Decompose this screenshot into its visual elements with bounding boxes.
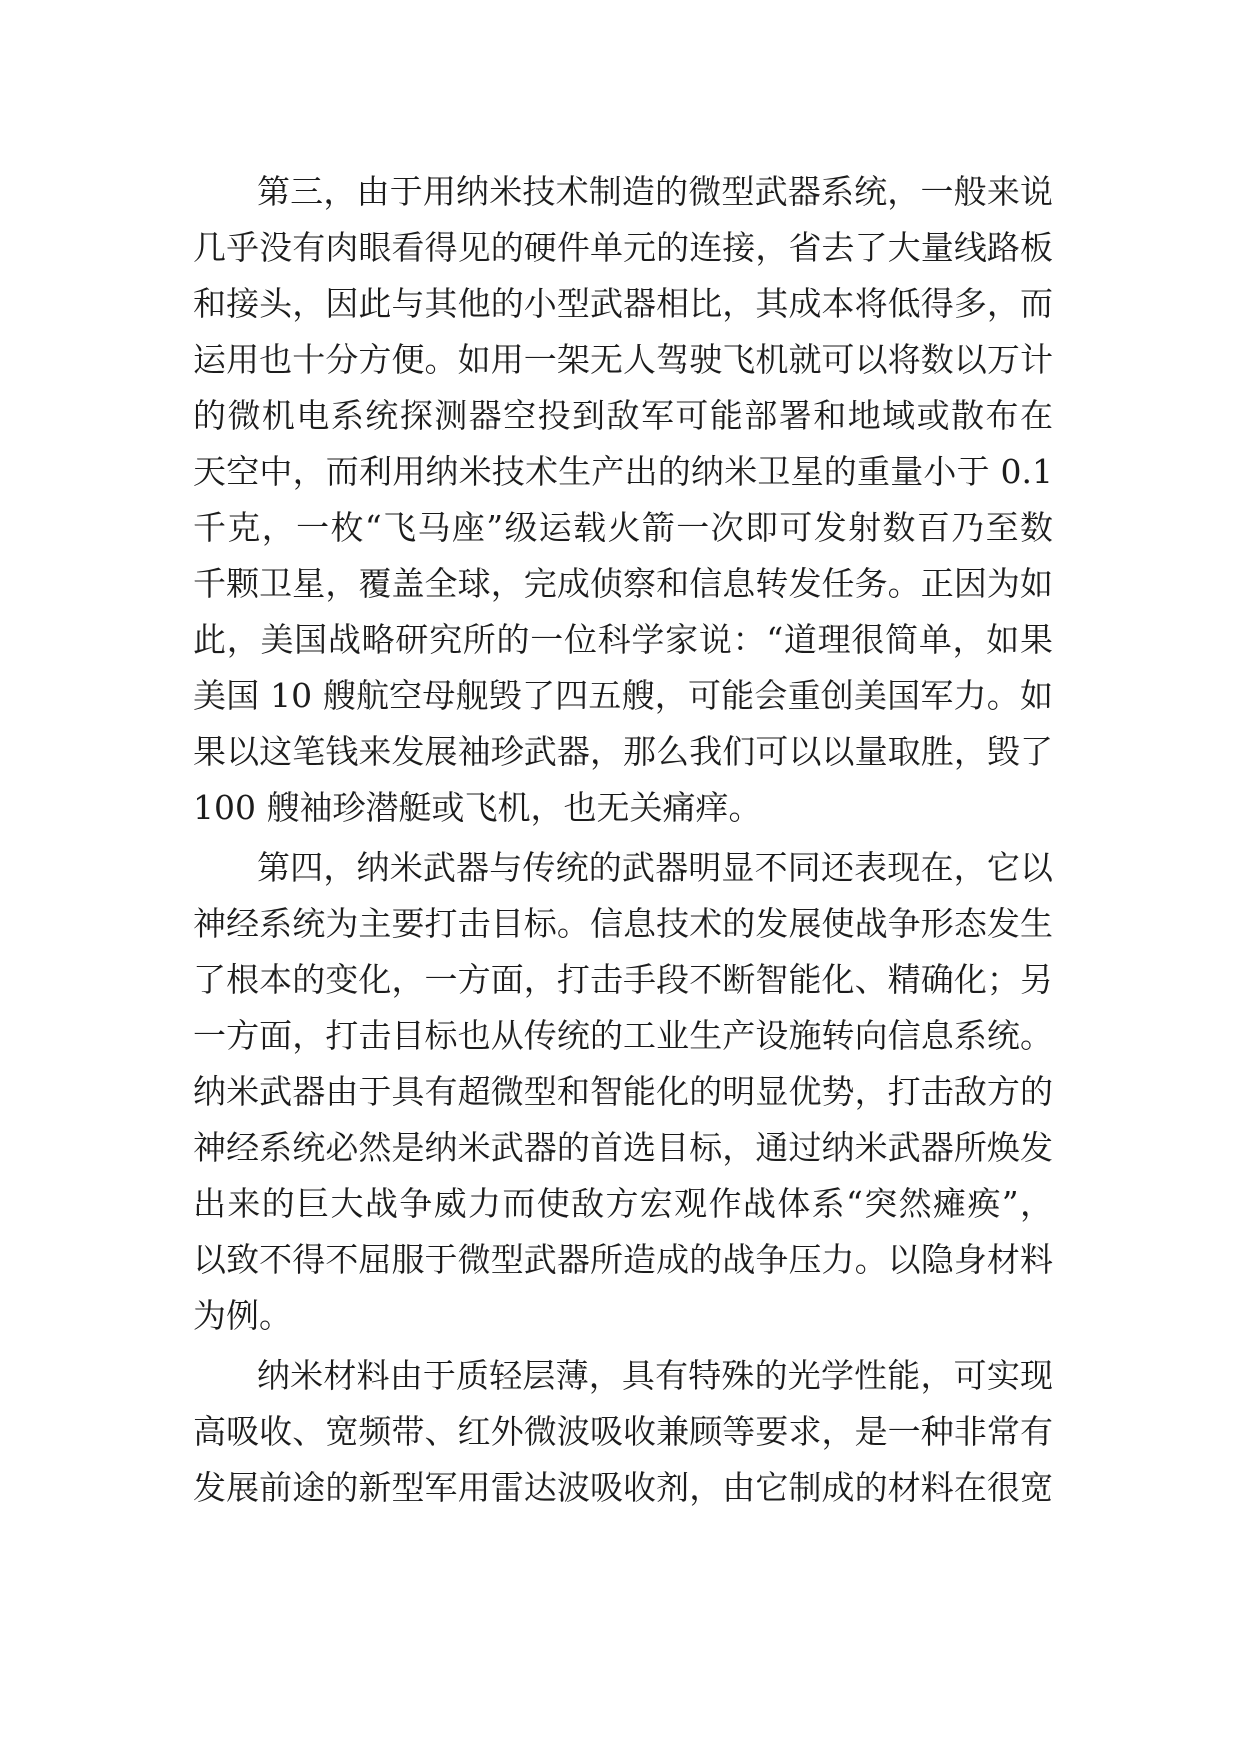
text-line: 一方面，打击目标也从传统的工业生产设施转向信息系统。 [193, 1016, 1053, 1055]
text-line: 此，美国战略研究所的一位科学家说：“道理很简单，如果 [193, 620, 1053, 659]
text-line: 第三，由于用纳米技术制造的微型武器系统，一般来说 [257, 172, 1053, 211]
text-line: 果以这笔钱来发展袖珍武器，那么我们可以以量取胜，毁了 [193, 732, 1053, 771]
text-line: 美国 10 艘航空母舰毁了四五艘，可能会重创美国军力。如 [193, 676, 1053, 715]
text-line: 神经系统为主要打击目标。信息技术的发展使战争形态发生 [193, 904, 1053, 943]
text-line: 几乎没有肉眼看得见的硬件单元的连接，省去了大量线路板 [193, 228, 1053, 267]
text-line: 运用也十分方便。如用一架无人驾驶飞机就可以将数以万计 [193, 340, 1053, 379]
text-line: 第四，纳米武器与传统的武器明显不同还表现在，它以 [257, 848, 1053, 887]
text-line: 的微机电系统探测器空投到敌军可能部署和地域或散布在 [193, 396, 1053, 435]
text-line: 为例。 [193, 1296, 292, 1335]
text-line: 纳米武器由于具有超微型和智能化的明显优势，打击敌方的 [193, 1072, 1053, 1111]
text-line: 高吸收、宽频带、红外微波吸收兼顾等要求，是一种非常有 [193, 1412, 1053, 1451]
text-line: 千颗卫星，覆盖全球，完成侦察和信息转发任务。正因为如 [193, 564, 1053, 603]
text-line: 以致不得不屈服于微型武器所造成的战争压力。以隐身材料 [193, 1240, 1053, 1279]
text-line: 纳米材料由于质轻层薄，具有特殊的光学性能，可实现 [257, 1356, 1053, 1395]
text-line: 天空中，而利用纳米技术生产出的纳米卫星的重量小于 0.1 [193, 452, 1053, 491]
text-line: 千克，一枚“飞马座”级运载火箭一次即可发射数百乃至数 [193, 508, 1053, 547]
text-line: 了根本的变化，一方面，打击手段不断智能化、精确化；另 [193, 960, 1053, 999]
text-line: 发展前途的新型军用雷达波吸收剂，由它制成的材料在很宽 [193, 1468, 1053, 1507]
text-line: 100 艘袖珍潜艇或飞机，也无关痛痒。 [193, 788, 762, 827]
text-line: 出来的巨大战争威力而使敌方宏观作战体系“突然瘫痪”， [193, 1184, 1053, 1223]
text-line: 和接头，因此与其他的小型武器相比，其成本将低得多，而 [193, 284, 1053, 323]
text-line: 神经系统必然是纳米武器的首选目标，通过纳米武器所焕发 [193, 1128, 1053, 1167]
